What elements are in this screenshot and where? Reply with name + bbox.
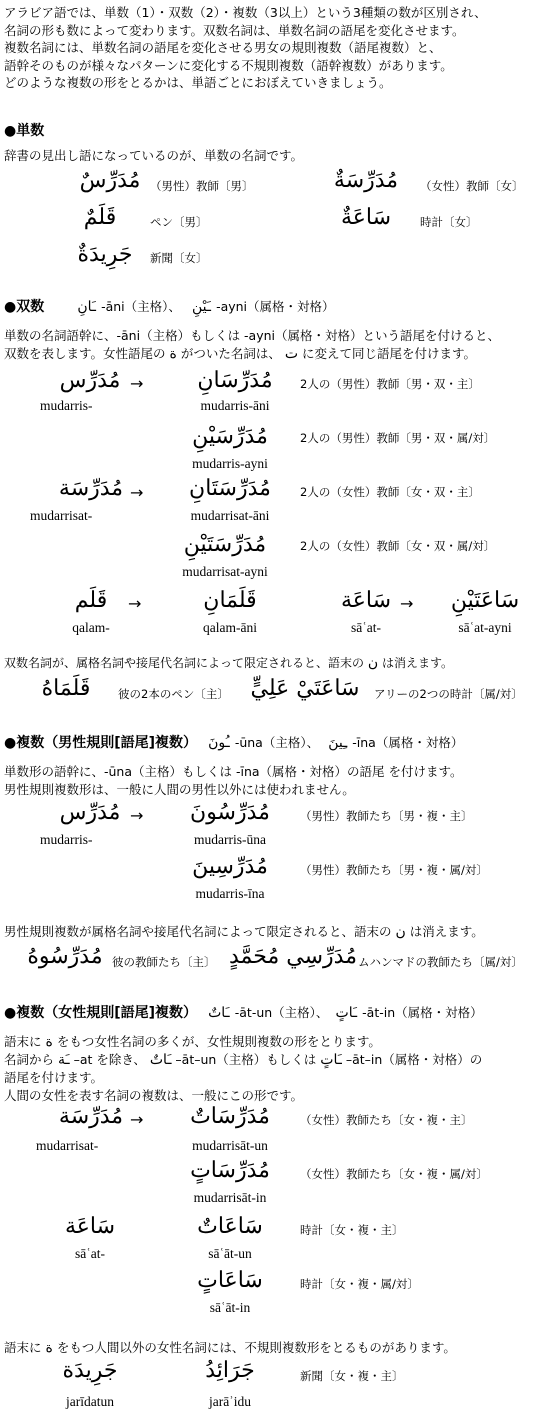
dual-description — [4, 346, 476, 362]
text: をもつ人間以外の女性名詞には、不規則複数形をとるものがあります。 — [56, 1340, 456, 1355]
arabic-word: سَاعَاتٍ — [197, 1268, 263, 1293]
gloss: 新聞〔女・複・主〕 — [300, 1369, 404, 1383]
transliteration: sāʿāt-un — [208, 1246, 252, 1261]
fpl-description — [4, 1034, 381, 1050]
arabic-word: مُدَرِّس — [59, 368, 121, 393]
dual-suffix-oblique: ـَيْنِ — [191, 299, 211, 315]
dual-heading-row — [4, 296, 335, 316]
arabic-suffix: ـَة — [58, 1052, 70, 1068]
arabic-letter: ن — [395, 924, 406, 940]
transliteration: mudarrisāt-un — [192, 1138, 268, 1153]
arabic-word: سَاعَاتٌ — [197, 1214, 263, 1239]
mpl-suffix-label: -īna（属格・対格） — [352, 735, 464, 750]
transliteration: sāʿāt-in — [209, 1300, 251, 1315]
gloss: （男性）教師たち〔男・複・属/対〕 — [300, 863, 488, 877]
text: 語末に — [4, 1034, 42, 1049]
arabic-example: مُدَرِّسُوهُ — [27, 944, 103, 969]
dual-note — [4, 656, 453, 671]
text: –āt–in（属格・対格）の — [345, 1052, 483, 1067]
dual-description: 単数の名詞語幹に、-āni（主格）もしくは -ayni（属格・対格）という語尾を付けると、 — [4, 328, 501, 343]
arabic-word: جَرِيدَة — [62, 1358, 118, 1383]
fpl-description: 人間の女性を表す名詞の複数は、一般にこの形です。 — [4, 1088, 304, 1103]
arabic-word: مُدَرِّسَتَيْنِ — [183, 532, 267, 557]
singular-heading: ●単数 — [4, 123, 45, 139]
arabic-word: مُدَرِّسُونَ — [190, 800, 270, 825]
gloss: 彼の2本のペン〔主〕 — [118, 687, 229, 701]
gloss: （男性）教師〔男〕 — [150, 179, 254, 193]
gloss: 2人の（女性）教師〔女・双・属/対〕 — [300, 539, 496, 553]
text: は消えます。 — [381, 656, 453, 670]
arabic-word: جَرَائِدُ — [205, 1358, 255, 1383]
intro-line: 複数名詞には、単数名詞の語尾を変化させる男女の規則複数（語尾複数）と、 — [4, 40, 442, 55]
mpl-description: 男性規則複数形は、一般に人間の男性以外には使われません。 — [4, 782, 355, 797]
arrow: → — [128, 594, 142, 613]
arabic-letter: ن — [367, 655, 379, 671]
mpl-note — [4, 924, 484, 940]
fpl-heading-row — [4, 1002, 483, 1022]
mpl-heading: ●複数（男性規則[語尾]複数） — [4, 735, 198, 751]
gloss: 彼の教師たち〔主〕 — [112, 955, 216, 969]
arabic-letter: ة — [45, 1034, 53, 1050]
arabic-word: مُدَرِّسَة — [58, 476, 124, 501]
transliteration: mudarris-īna — [195, 886, 265, 901]
intro-line: 語幹そのものが様々なパターンに変化する不規則複数（語幹複数）があります。 — [4, 57, 453, 73]
arrow: → — [400, 594, 414, 613]
text: をもつ女性名詞の多くが、女性規則複数の形をとります。 — [56, 1034, 381, 1049]
transliteration: mudarris-ūna — [194, 832, 266, 847]
fpl-suffix-label: -āt-in（属格・対格） — [362, 1005, 483, 1020]
text: は消えます。 — [409, 924, 484, 939]
fpl-heading: ●複数（女性規則[語尾]複数） — [4, 1005, 198, 1021]
arabic-word: مُدَرِّسَتَانِ — [189, 476, 271, 501]
arabic-word: قَلَمَانِ — [203, 588, 257, 613]
dual-heading: ●双数 — [4, 299, 45, 315]
gloss: （女性）教師たち〔女・複・主〕 — [300, 1113, 473, 1127]
text: 双数を表します。女性語尾の — [4, 346, 166, 361]
fpl-description: 語尾を付けます。 — [4, 1070, 104, 1085]
gloss: 時計〔女・複・属/対〕 — [300, 1277, 419, 1291]
mpl-suffix-label: -ūna（主格）、 — [234, 735, 320, 750]
gloss: 時計〔女〕 — [420, 215, 478, 229]
text: –āt–un（主格）もしくは — [175, 1052, 317, 1067]
mpl-suffix-oblique: ـِينَ — [328, 735, 348, 751]
text: 語末に — [4, 1340, 42, 1355]
arabic-word: سَاعَة — [64, 1214, 116, 1239]
arabic-word: سَاعَة — [340, 588, 392, 613]
text: 名詞から — [4, 1052, 55, 1067]
mpl-heading-row — [4, 732, 463, 752]
arabic-word: سَاعَتَيْنِ — [450, 588, 520, 613]
transliteration: qalam-āni — [203, 620, 257, 635]
gloss: ムハンマドの教師たち〔属/対〕 — [358, 955, 523, 969]
arrow: → — [130, 806, 144, 825]
transliteration: mudarris-āni — [200, 398, 270, 413]
gloss: 2人の（女性）教師〔女・双・主〕 — [300, 485, 480, 499]
arrow: → — [130, 483, 144, 502]
dual-suffix-label: -ayni（属格・対格） — [216, 299, 335, 314]
transliteration: mudarris-ayni — [192, 456, 268, 471]
dual-suffix-nominative: ـَانِ — [77, 299, 96, 315]
fpl-suffix-nominative: ـَاتٌ — [208, 1005, 230, 1021]
arabic-word: مُدَرِّسَاتٍ — [190, 1158, 270, 1183]
arabic-letter: ت — [284, 346, 299, 362]
transliteration: mudarris- — [40, 398, 93, 413]
intro-line: 名詞の形も数によって変わります。双数名詞は、単数名詞の語尾を変化させます。 — [4, 22, 465, 38]
mpl-description: 単数形の語幹に、-ūna（主格）もしくは -īna（属格・対格）の語尾 を付けます。 — [4, 764, 463, 779]
arabic-suffix: ـَاتٍ — [320, 1052, 342, 1068]
intro-paragraph — [4, 4, 487, 92]
intro-line: どのような複数の形をとるかは、単語ごとにおぼえていきましょう。 — [4, 75, 392, 90]
arrow: → — [130, 1110, 144, 1129]
transliteration: mudarris- — [40, 832, 93, 847]
dual-suffix-label: -āni（主格）、 — [101, 299, 181, 314]
arabic-word: مُدَرِّسِينَ — [192, 854, 268, 879]
text: –at を除き、 — [73, 1052, 146, 1067]
singular-description: 辞書の見出し語になっているのが、単数の名詞です。 — [4, 148, 304, 163]
arabic-word: مُدَرِّس — [59, 800, 121, 825]
transliteration: mudarrisat-ayni — [182, 564, 268, 579]
gloss: ペン〔男〕 — [150, 215, 208, 229]
transliteration: mudarrisat- — [36, 1138, 99, 1153]
arabic-word: مُدَرِّسَاتٌ — [190, 1104, 270, 1129]
arabic-word: مُدَرِّسَانِ — [197, 368, 273, 393]
gloss: （女性）教師〔女〕 — [420, 179, 524, 193]
gloss: （女性）教師たち〔女・複・属/対〕 — [300, 1167, 488, 1181]
intro-line: アラビア語では、単数（1）・双数（2）・複数（3以上）という3種類の数が区別され、 — [4, 5, 487, 20]
gloss: 2人の（男性）教師〔男・双・属/対〕 — [300, 431, 496, 445]
arabic-word: قَلَمٌ — [83, 205, 117, 230]
transliteration: sāʿat- — [351, 620, 381, 635]
gloss: 新聞〔女〕 — [150, 251, 208, 265]
transliteration: mudarrisat- — [30, 508, 93, 523]
transliteration: sāʿat-ayni — [458, 620, 512, 635]
arabic-word: مُدَرِّسَة — [58, 1104, 124, 1129]
text: がついた名詞は、 — [180, 346, 281, 361]
text: 双数名詞が、属格名詞や接尾代名詞によって限定されると、語末の — [4, 656, 365, 670]
arabic-word: مُدَرِّسٌ — [79, 168, 141, 193]
arabic-letter: ة — [45, 1340, 53, 1356]
arabic-example: مُدَرِّسِي مُحَمَّدٍ — [229, 944, 357, 969]
fpl-suffix-label: -āt-un（主格）、 — [234, 1005, 329, 1020]
transliteration: jarīdatun — [66, 1394, 114, 1409]
arabic-word: جَرِيدَةٌ — [77, 242, 133, 267]
arabic-word: مُدَرِّسَةٌ — [333, 168, 399, 193]
fpl-description — [4, 1052, 482, 1068]
transliteration: mudarrisat-āni — [190, 508, 270, 523]
gloss: アリーの2つの時計〔属/対〕 — [374, 687, 523, 701]
transliteration: jarāʾidu — [209, 1394, 251, 1409]
arabic-example: قَلَمَاهُ — [41, 676, 91, 701]
arabic-example: سَاعَتَيْ عَلِيٍّ — [250, 676, 360, 701]
arabic-letter: ة — [169, 346, 177, 362]
gloss: 時計〔女・複・主〕 — [300, 1223, 404, 1237]
gloss: （男性）教師たち〔男・複・主〕 — [300, 809, 473, 823]
text: に変えて同じ語尾を付けます。 — [302, 346, 477, 361]
arabic-suffix: ـَاتٌ — [149, 1052, 172, 1068]
transliteration: sāʿat- — [75, 1246, 105, 1261]
arabic-word: قَلَم — [74, 588, 108, 613]
fpl-suffix-oblique: ـَاتٍ — [335, 1005, 358, 1021]
fpl-note — [4, 1340, 456, 1356]
arrow: → — [130, 374, 144, 393]
mpl-suffix-nominative: ـُونَ — [208, 735, 230, 751]
text: 男性規則複数が属格名詞や接尾代名詞によって限定されると、語末の — [4, 924, 392, 939]
transliteration: mudarrisāt-in — [193, 1190, 267, 1205]
gloss: 2人の（男性）教師〔男・双・主〕 — [300, 377, 480, 391]
transliteration: qalam- — [72, 620, 110, 635]
arabic-word: سَاعَةٌ — [340, 205, 392, 230]
arabic-word: مُدَرِّسَيْنِ — [192, 424, 268, 449]
